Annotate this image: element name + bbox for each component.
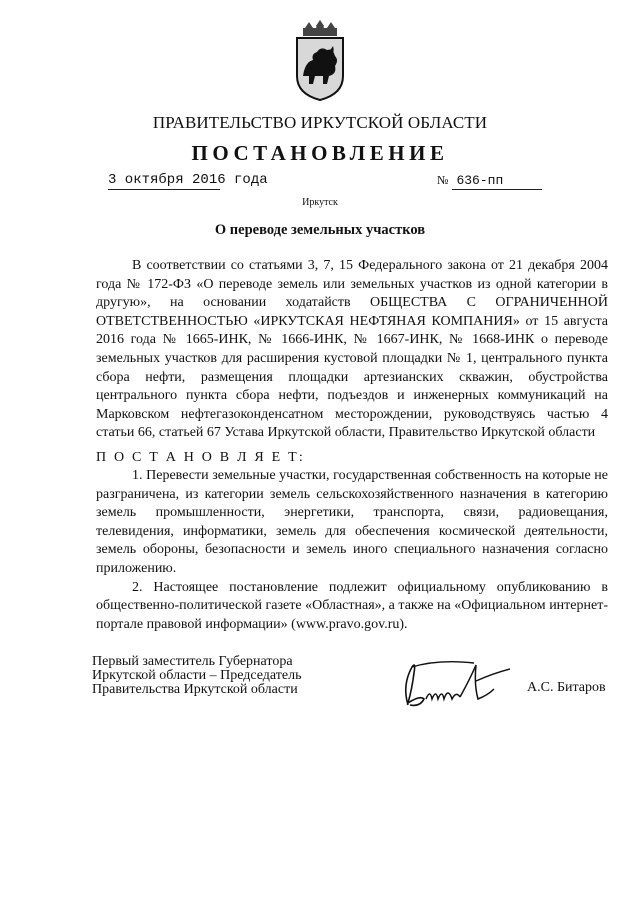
date-underline: [108, 189, 220, 190]
signer-position-line: Правительства Иркутской области: [92, 682, 298, 697]
document-number: 636-пп: [456, 173, 504, 188]
irkutsk-coat-of-arms-icon: [291, 18, 349, 102]
handwritten-signature-icon: [398, 655, 516, 713]
document-number-line: [437, 173, 503, 188]
resolution-item-1: 1. Перевести земельные участки, государственная собственность на которые не разграничена, из категории земель сельскохозяйственного назначения в категорию земель промышленности, энергетики, транспорта, связи, радиовещания, телевидения, информатики, земель для обеспечения космической деятельности, земель обороны, безопасности и земель иного специального назначения согласно приложению.: [96, 468, 608, 576]
signer-position-line: Первый заместитель Губернатора: [92, 654, 293, 669]
number-sign: №: [437, 173, 449, 187]
resolution-items: [96, 467, 608, 634]
resolution-item-2: 2. Настоящее постановление подлежит официальному опубликованию в общественно-политической газете «Областная», а также на «Официальном интернет-портале правовой информации» (www.pravo.gov.ru).: [96, 579, 608, 632]
preamble: [96, 257, 608, 443]
number-underline: [452, 189, 542, 190]
signer-name: А.С. Битаров: [527, 680, 606, 695]
document-date: 3 октября 2016 года: [108, 172, 268, 188]
signer-position-line: Иркутской области – Председатель: [92, 668, 302, 683]
government-name: ПРАВИТЕЛЬСТВО ИРКУТСКОЙ ОБЛАСТИ: [152, 113, 488, 132]
signer-position: [92, 655, 392, 697]
decree-word: П О С Т А Н О В Л Я Е Т:: [96, 450, 305, 465]
document-type-title: ПОСТАНОВЛЕНИЕ: [191, 141, 449, 165]
city-name: Иркутск: [302, 197, 338, 208]
document-subject: О переводе земельных участков: [214, 222, 426, 238]
preamble-paragraph: В соответствии со статьями 3, 7, 15 Федерального закона от 21 декабря 2004 года № 172-ФЗ «О переводе земель или земельных участков из одной категории в другую», на основании ходатайств ОБЩЕСТВА С ОГРАНИЧЕННОЙ ОТВЕТСТВЕННОСТЬЮ «ИРКУТСКАЯ НЕФТЯНАЯ КОМПАНИЯ» от 15 августа 2016 года № 1665-ИНК, № 1666-ИНК, № 1667-ИНК, № 1668-ИНК о переводе земельных участков для расширения кустовой площадки № 1, центрального пункта сбора нефти, размещения площадки артезианских скважин, обустройства центрального пункта сбора нефти, подъездов и инженерных коммуникаций на Марковском нефтегазоконденсатном месторождении, руководствуясь частью 4 статьи 66, статьей 67 Устава Иркутской области, Правительство Иркутской области: [96, 258, 608, 441]
